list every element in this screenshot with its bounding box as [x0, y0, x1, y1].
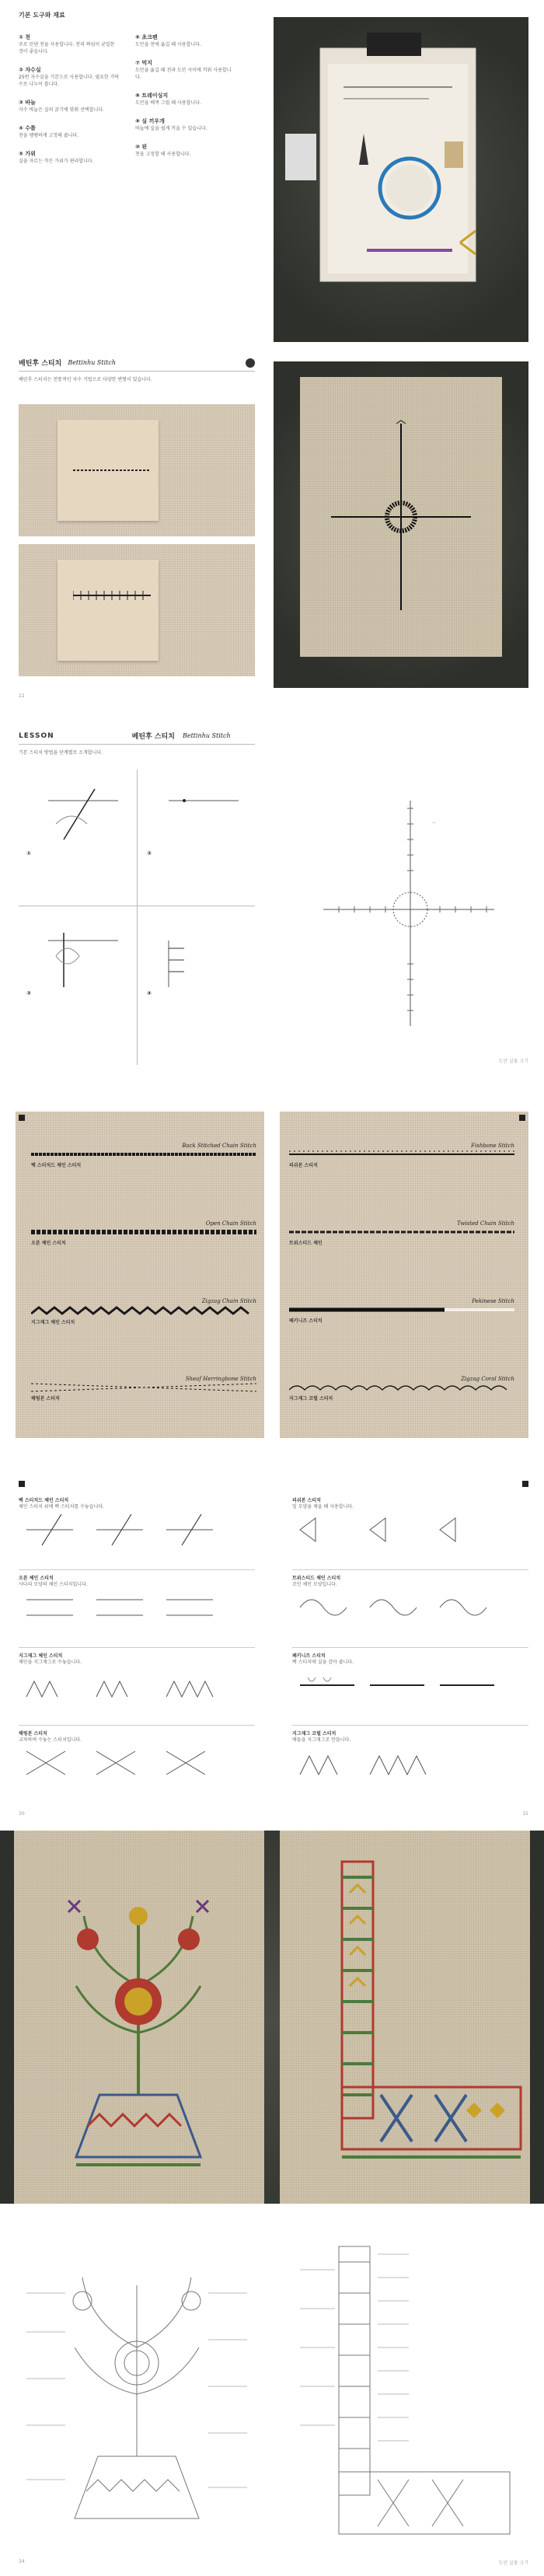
page-marker	[19, 1481, 25, 1487]
tool-item: ⑦ 먹지 도안을 옮길 때 천과 도안 사이에 끼워 사용합니다.	[135, 60, 232, 80]
fabric-page-left	[16, 1112, 264, 1438]
tool-item: ⑤ 가위 실을 자르는 작은 가위가 편리합니다.	[19, 151, 94, 164]
page-title-en: Bettinhu Stitch	[68, 359, 117, 366]
page-marker	[522, 1481, 528, 1487]
howto-diagram	[292, 1666, 525, 1705]
howto-diagram	[292, 1588, 525, 1627]
howto-item: 피쉬본 스티치 잎 모양을 채울 때 사용합니다.	[292, 1496, 528, 1570]
stitch-sample-line	[289, 1149, 514, 1160]
tribal-l-embroidery	[280, 1831, 530, 2204]
caption: 도안 실물 크기	[498, 1059, 528, 1064]
embroidery-photo-left	[14, 1831, 264, 2204]
lesson-description: 기본 스티치 방법을 단계별로 소개합니다.	[19, 750, 103, 756]
step-diagram: ③	[26, 917, 126, 997]
stitch-sample: Sheaf Herringbone Stitch 헤링본 스티치	[31, 1376, 256, 1401]
stitch-line	[73, 591, 151, 600]
fabric-page-right	[280, 1112, 528, 1438]
spread-stitch-samples	[0, 1104, 544, 1446]
page-left	[19, 2223, 255, 2565]
page-description: 베틴후 스티치는 전통적인 자수 기법으로 다양한 변형이 있습니다.	[19, 377, 152, 382]
stitch-line	[73, 466, 151, 474]
howto-diagram	[19, 1588, 252, 1627]
stitch-sample-line	[31, 1149, 256, 1160]
page-left	[19, 358, 255, 699]
page-left	[19, 731, 255, 1080]
corner-marker	[519, 1115, 525, 1121]
page-title: 베틴후 스티치	[19, 360, 62, 368]
stitch-sample-line	[31, 1304, 256, 1317]
howto-item: 트위스티드 체인 스티치 꼬인 체인 모양입니다.	[292, 1574, 528, 1648]
flower-vase-embroidery	[14, 1831, 264, 2204]
caption: 도안 실물 크기	[498, 2560, 528, 2566]
tool-item: ① 천 주로 린넨 천을 사용합니다. 천의 짜임이 균일한 것이 좋습니다.	[19, 34, 115, 54]
howto-diagram	[292, 1510, 525, 1549]
needle-diagram	[33, 917, 126, 995]
tool-item: ⑩ 핀 천을 고정할 때 사용합니다.	[135, 144, 191, 157]
howto-item: 지그재그 체인 스티치 체인을 지그재그로 수놓습니다.	[19, 1652, 255, 1726]
tools-column-left	[19, 33, 120, 176]
cross-embroidery	[300, 377, 502, 657]
stitch-sample: Open Chain Stitch 오픈 체인 스티치	[31, 1220, 256, 1246]
tool-item: ⑥ 초크펜 도안을 천에 옮길 때 사용합니다.	[135, 34, 201, 47]
tools-photo	[274, 17, 528, 342]
tool-item: ③ 바늘 자수 바늘은 실의 굵기에 맞춰 선택합니다.	[19, 99, 104, 113]
spread-embroidery-photos	[0, 1831, 544, 2204]
corner-marker	[19, 1115, 25, 1121]
page-right	[292, 2223, 528, 2565]
svg-text:—: —	[432, 821, 436, 826]
page-number: 22	[19, 693, 25, 699]
howto-item: 백 스티치드 체인 스티치 체인 스티치 위에 백 스티치를 수놓습니다.	[19, 1496, 255, 1570]
flower-vase-pattern	[19, 2223, 255, 2557]
page-number: 31	[522, 1811, 528, 1817]
page-right	[292, 731, 528, 1080]
page-number: 30	[19, 1811, 25, 1817]
page-left	[19, 11, 252, 337]
tool-item: ② 자수실 25번 자수실을 기본으로 사용합니다. 필요한 가닥 수로 나누어 씁니다.	[19, 67, 120, 87]
needle-diagram	[33, 777, 126, 855]
stitch-sample: Pekinese Stitch 페키니즈 스티치	[289, 1298, 514, 1324]
lesson-title-en: Bettinhu Stitch	[182, 732, 231, 739]
title-bar	[19, 358, 255, 372]
howto-diagram	[19, 1744, 252, 1782]
stitch-sample-line	[289, 1304, 514, 1315]
howto-item: 지그재그 코럴 스티치 매듭을 지그재그로 만듭니다.	[292, 1730, 528, 1803]
needle-diagram	[153, 917, 246, 995]
cross-photo	[274, 361, 528, 688]
tools-column-right	[135, 33, 236, 176]
cross-pattern-diagram	[292, 731, 528, 1080]
stitch-sample-photo-1	[19, 404, 255, 536]
spread-bettinhu-photos	[0, 346, 544, 700]
stitch-sample: Zigzag Coral Stitch 지그재그 코럴 스티치	[289, 1376, 514, 1401]
page-heading: 기본 도구와 재료	[19, 12, 65, 19]
stitch-sample: Fishbone Stitch 피쉬본 스티치	[289, 1143, 514, 1168]
lesson-label: LESSON	[19, 731, 54, 740]
lesson-title: 베틴후 스티치	[131, 733, 175, 741]
step-diagram: ④	[147, 917, 246, 997]
stitch-sample-line	[289, 1227, 514, 1237]
stitch-sample-photo-2	[19, 544, 255, 676]
stitch-sample: Zigzag Chain Stitch 지그재그 체인 스티치	[31, 1298, 256, 1325]
tool-item: ④ 수틀 천을 팽팽하게 고정해 줍니다.	[19, 125, 79, 138]
howto-diagram	[292, 1744, 525, 1782]
stitch-sample: Twisted Chain Stitch 트위스티드 체인	[289, 1220, 514, 1246]
tool-item: ⑧ 트레이싱지 도안을 베껴 그릴 때 사용합니다.	[135, 92, 201, 106]
spread-howto	[0, 1473, 544, 1815]
howto-item: 오픈 체인 스티치 사다리 모양의 체인 스티치입니다.	[19, 1574, 255, 1648]
page-number: 34	[19, 2559, 25, 2564]
needle-diagram	[153, 777, 246, 855]
embroidery-photo-right	[280, 1831, 530, 2204]
tribal-l-pattern	[292, 2223, 528, 2557]
tools-illustration	[274, 17, 528, 342]
lesson-header	[19, 731, 255, 745]
howto-item: 헤링본 스티치 교차하며 수놓는 스티치입니다.	[19, 1730, 255, 1803]
diagram-grid	[19, 770, 255, 1065]
stitch-sample: Back Stitched Chain Stitch 백 스티치드 체인 스티치	[31, 1143, 256, 1168]
spread-tools	[0, 0, 544, 342]
step-diagram: ②	[147, 777, 246, 857]
stitch-sample-line	[31, 1227, 256, 1237]
page-left	[19, 1481, 255, 1817]
needle-icon	[246, 358, 255, 368]
step-diagram: ①	[26, 777, 126, 857]
stitch-sample-line	[289, 1382, 514, 1393]
howto-diagram	[19, 1510, 252, 1549]
page-right	[292, 1481, 528, 1817]
howto-diagram	[19, 1666, 252, 1705]
tool-item: ⑨ 실 끼우개 바늘에 실을 쉽게 끼울 수 있습니다.	[135, 118, 207, 131]
stitch-sample-line	[31, 1382, 256, 1393]
spread-patterns	[0, 2223, 544, 2573]
howto-item: 페키니즈 스티치 백 스티치에 실을 감아 줍니다.	[292, 1652, 528, 1726]
spread-lesson	[0, 719, 544, 1092]
